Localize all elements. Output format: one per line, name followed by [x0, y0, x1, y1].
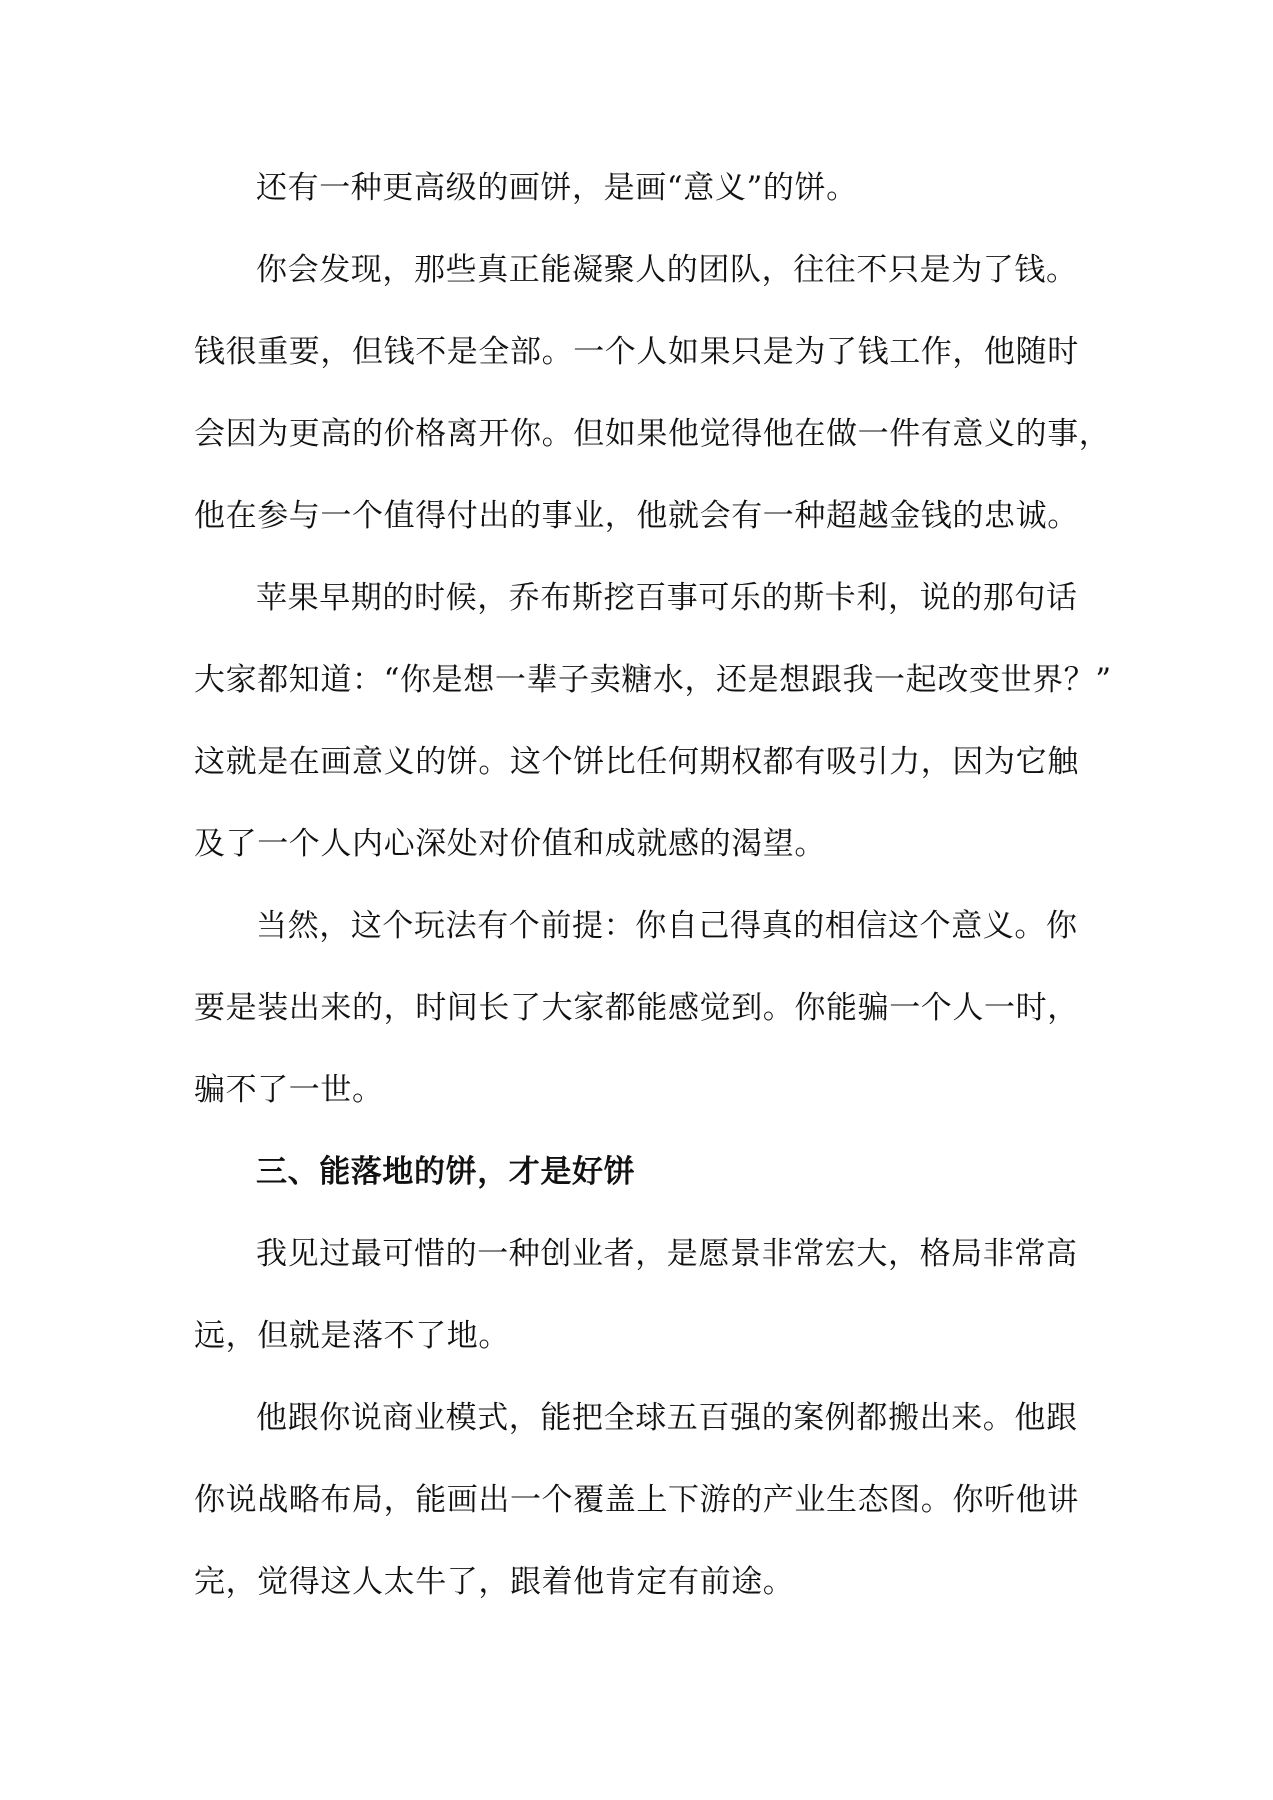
- section-heading: 三、能落地的饼，才是好饼: [256, 1154, 636, 1190]
- paragraph-line: 你会发现，那些真正能凝聚人的团队，往往不只是为了钱。: [256, 252, 1078, 288]
- paragraph-line: 及了一个人内心深处对价值和成就感的渴望。: [194, 826, 826, 862]
- paragraph-line: 苹果早期的时候，乔布斯挖百事可乐的斯卡利，说的那句话: [256, 580, 1078, 616]
- paragraph-line: 完，觉得这人太牛了，跟着他肯定有前途。: [194, 1564, 795, 1600]
- paragraph-line: 钱很重要，但钱不是全部。一个人如果只是为了钱工作，他随时: [194, 334, 1079, 370]
- paragraph-line: 当然，这个玩法有个前提：你自己得真的相信这个意义。你: [256, 908, 1078, 944]
- paragraph-line: 他在参与一个值得付出的事业，他就会有一种超越金钱的忠诚。: [194, 498, 1079, 534]
- paragraph-line: 我见过最可惜的一种创业者，是愿景非常宏大，格局非常高: [256, 1236, 1078, 1272]
- paragraph-line: 这就是在画意义的饼。这个饼比任何期权都有吸引力，因为它触: [194, 744, 1079, 780]
- paragraph-line: 还有一种更高级的画饼，是画“意义”的饼。: [256, 170, 858, 206]
- paragraph-line: 他跟你说商业模式，能把全球五百强的案例都搬出来。他跟: [256, 1400, 1078, 1436]
- paragraph-line: 大家都知道：“你是想一辈子卖糖水，还是想跟我一起改变世界？”: [194, 662, 1112, 698]
- document-page: [194, 168, 1112, 1644]
- paragraph-line: 会因为更高的价格离开你。但如果他觉得他在做一件有意义的事，: [194, 416, 1111, 452]
- paragraph-line: 骗不了一世。: [194, 1072, 384, 1108]
- paragraph-line: 你说战略布局，能画出一个覆盖上下游的产业生态图。你听他讲: [194, 1482, 1079, 1518]
- paragraph-line: 要是装出来的，时间长了大家都能感觉到。你能骗一个人一时，: [194, 990, 1079, 1026]
- paragraph-line: 远，但就是落不了地。: [194, 1318, 510, 1354]
